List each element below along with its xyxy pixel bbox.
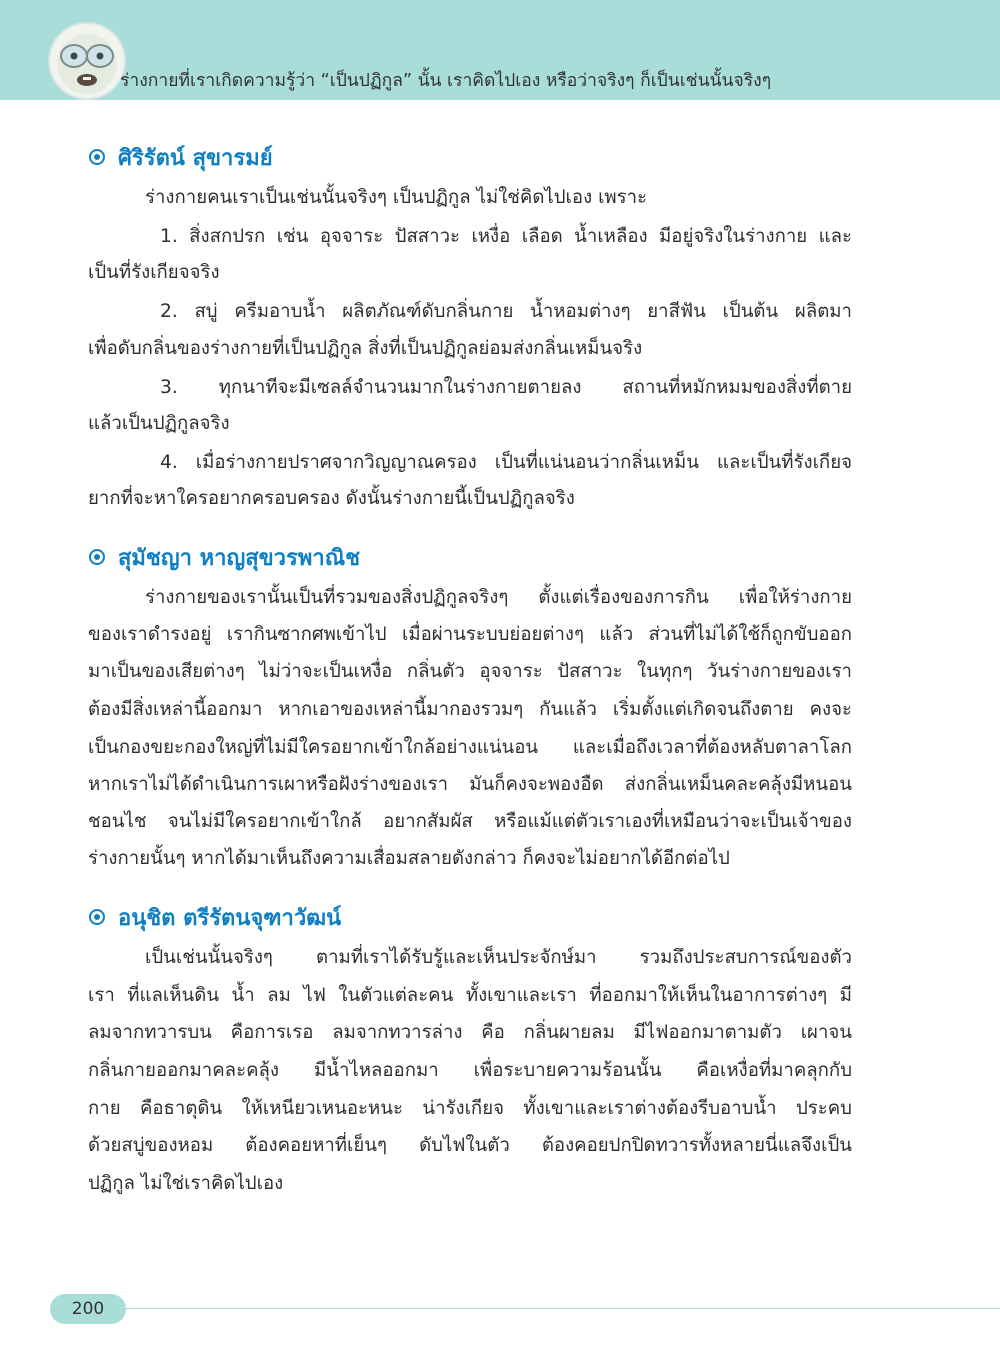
cartoon-face-logo-icon xyxy=(48,22,126,100)
paragraph-line: ลมจากทวารบน คือการเรอ ลมจากทวารล่าง คือ กลิ่นผายลม มีไฟออกมาตามตัว เผาจน xyxy=(88,1022,852,1043)
paragraph-line: 2. สบู่ ครีมอาบน้ำ ผลิตภัณฑ์ดับกลิ่นกาย น้ำหอมต่างๆ ยาสีฟัน เป็นต้น ผลิตมา xyxy=(160,301,852,322)
paragraph-line: ร่างกายของเรานั้นเป็นที่รวมของสิ่งปฏิกูลจริงๆ ตั้งแต่เรื่องของการกิน เพื่อให้ร่างกาย xyxy=(145,587,852,608)
paragraph-line: เรา ที่แลเห็นดิน น้ำ ลม ไฟ ในตัวแต่ละคน ทั้งเขาและเรา ที่ออกมาให้เห็นในอาการต่างๆ มี xyxy=(88,985,852,1006)
paragraph-line: กาย คือธาตุดิน ให้เหนียวเหนอะหนะ น่ารังเกียจ ทั้งเขาและเราต่างต้องรีบอาบน้ำ ประคบ xyxy=(88,1098,852,1119)
section-heading xyxy=(88,140,273,175)
paragraph-line: ร่างกายคนเราเป็นเช่นนั้นจริงๆ เป็นปฏิกูล ไม่ใช่คิดไปเอง เพราะ xyxy=(145,187,648,208)
footer-rule xyxy=(126,1308,1000,1309)
paragraph-line: 3. ทุกนาทีจะมีเซลล์จำนวนมากในร่างกายตายลง สถานที่หมักหมมของสิ่งที่ตาย xyxy=(160,377,852,398)
paragraph-line: มาเป็นของเสียต่างๆ ไม่ว่าจะเป็นเหงื่อ กลิ่นตัว อุจจาระ ปัสสาวะ ในทุกๆ วันร่างกายของเรา xyxy=(88,661,852,682)
paragraph-line: หากเราไม่ได้ดำเนินการเผาหรือฝังร่างของเรา มันก็คงจะพองอืด ส่งกลิ่นเหม็นคละคลุ้งมีหนอน xyxy=(88,774,852,795)
section-author-name: ศิริรัตน์ สุขารมย์ xyxy=(118,146,273,171)
double-circle-bullet-icon xyxy=(88,148,106,166)
paragraph-line: 1. สิ่งสกปรก เช่น อุจจาระ ปัสสาวะ เหงื่อ เลือด น้ำเหลือง มีอยู่จริงในร่างกาย และ xyxy=(160,226,852,247)
paragraph-line: ยากที่จะหาใครอยากครอบครอง ดังนั้นร่างกายนี้เป็นปฏิกูลจริง xyxy=(88,488,575,509)
paragraph-line: ชอนไช จนไม่มีใครอยากเข้าใกล้ อยากสัมผัส หรือแม้แต่ตัวเราเองที่เหมือนว่าจะเป็นเจ้าของ xyxy=(88,811,852,832)
section-heading xyxy=(88,540,360,575)
section-heading xyxy=(88,900,341,935)
paragraph-line: เป็นเช่นนั้นจริงๆ ตามที่เราได้รับรู้และเห็นประจักษ์มา รวมถึงประสบการณ์ของตัว xyxy=(145,947,852,968)
paragraph-line: กลิ่นกายออกมาคละคลุ้ง มีน้ำไหลออกมา เพื่อระบายความร้อนนั้น คือเหงื่อที่มาคลุกกับ xyxy=(88,1060,852,1081)
paragraph-line: ต้องมีสิ่งเหล่านี้ออกมา หากเอาของเหล่านี้มากองรวมๆ กันแล้ว เริ่มตั้งแต่เกิดจนถึงตาย คงจะ xyxy=(88,699,852,720)
page-number: 200 xyxy=(50,1294,126,1324)
double-circle-bullet-icon xyxy=(88,908,106,926)
paragraph-line: เป็นกองขยะกองใหญ่ที่ไม่มีใครอยากเข้าใกล้อย่างแน่นอน และเมื่อถึงเวลาที่ต้องหลับตาลาโลก xyxy=(88,737,852,758)
header-band xyxy=(0,0,1000,100)
paragraph-line: 4. เมื่อร่างกายปราศจากวิญญาณครอง เป็นที่แน่นอนว่ากลิ่นเหม็น และเป็นที่รังเกียจ xyxy=(160,452,852,473)
paragraph-line: ด้วยสบู่ของหอม ต้องคอยหาที่เย็นๆ ดับไฟในตัว ต้องคอยปกปิดทวารทั้งหลายนี่แลจึงเป็น xyxy=(88,1135,852,1156)
paragraph-line: ปฏิกูล ไม่ใช่เราคิดไปเอง xyxy=(88,1173,284,1194)
double-circle-bullet-icon xyxy=(88,548,106,566)
section-author-name: สุมัชญา หาญสุขวรพาณิช xyxy=(118,546,361,571)
paragraph-line: ของเราดำรงอยู่ เรากินซากศพเข้าไป เมื่อผ่านระบบย่อยต่างๆ แล้ว ส่วนที่ไม่ได้ใช้ก็ถูกขับออก xyxy=(88,624,852,645)
paragraph-line: เป็นที่รังเกียจจริง xyxy=(88,262,220,283)
paragraph-line: เพื่อดับกลิ่นของร่างกายที่เป็นปฏิกูล สิ่งที่เป็นปฏิกูลย่อมส่งกลิ่นเหม็นจริง xyxy=(88,338,643,359)
paragraph-line: ร่างกายนั้นๆ หากได้มาเห็นถึงความเสื่อมสลายดังกล่าว ก็คงจะไม่อยากได้อีกต่อไป xyxy=(88,848,730,869)
paragraph-line: แล้วเป็นปฏิกูลจริง xyxy=(88,413,230,434)
running-header-title: ร่างกายที่เราเกิดความรู้ว่า “เป็นปฏิกูล” นั้น เราคิดไปเอง หรือว่าจริงๆ ก็เป็นเช่นนั้นจริงๆ xyxy=(120,71,772,91)
section-author-name: อนุชิต ตรีรัตนจุฑาวัฒน์ xyxy=(118,906,342,931)
